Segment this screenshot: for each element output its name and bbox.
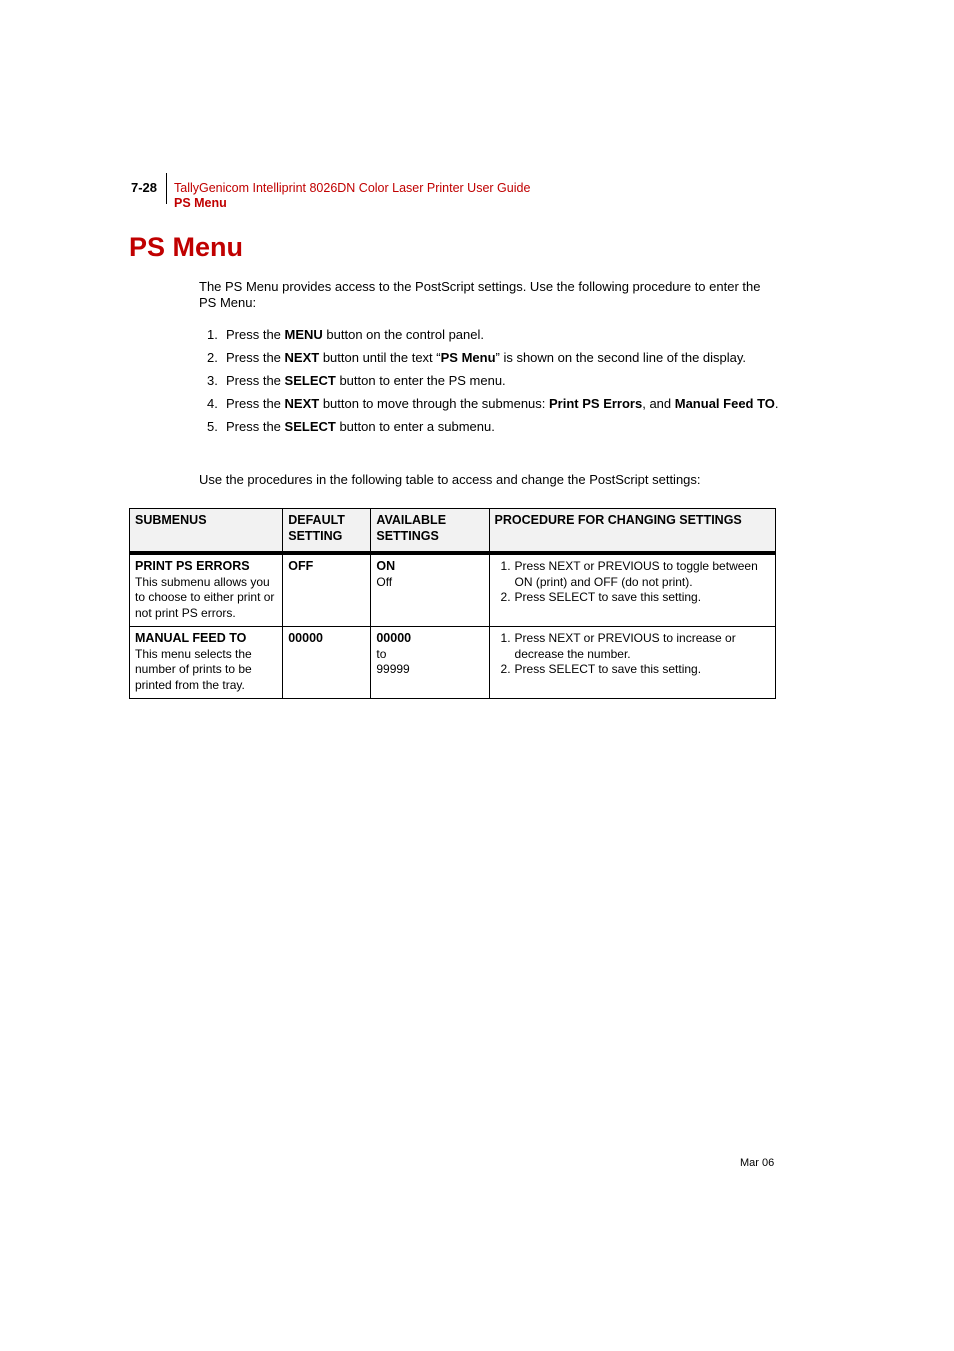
step-number: 5. <box>207 419 218 434</box>
bold-term: MENU <box>284 327 323 342</box>
step-text: button to move through the submenus: <box>319 396 550 411</box>
submenu-cell <box>130 627 283 699</box>
procedure-step-number: 1. <box>500 631 511 645</box>
bold-term: PS Menu <box>440 350 496 365</box>
step-text: Press the <box>226 373 285 388</box>
step-text: . <box>774 396 779 411</box>
procedure-step-text: Press SELECT to save this setting. <box>514 590 702 604</box>
table-row <box>130 553 776 627</box>
bold-term: Print PS Errors <box>549 396 643 411</box>
available-value: 00000 <box>376 631 412 645</box>
header-divider <box>166 173 167 204</box>
step-text: button to enter the PS menu. <box>335 373 506 388</box>
step-number: 3. <box>207 373 218 388</box>
procedure-list <box>495 559 770 606</box>
available-value: 99999 <box>376 662 410 676</box>
table-intro-paragraph: Use the procedures in the following table to access and change the PostScript settings: <box>199 472 701 487</box>
footer-date: Mar 06 <box>740 1157 775 1169</box>
step-text: button on the control panel. <box>322 327 484 342</box>
page-title: PS Menu <box>129 232 244 262</box>
procedure-cell <box>489 627 775 699</box>
procedure-list <box>495 631 770 678</box>
default-value: 00000 <box>288 631 323 645</box>
step-number: 2. <box>207 350 218 365</box>
submenu-description: This submenu allows you to choose to either print or not print PS errors. <box>135 574 275 620</box>
header-submenus: SUBMENUS <box>130 509 283 554</box>
procedure-step-number: 2. <box>500 590 511 604</box>
submenu-name: PRINT PS ERRORS <box>135 559 250 573</box>
procedure-cell <box>489 553 775 627</box>
submenu-name: MANUAL FEED TO <box>135 631 247 645</box>
step-text: Press the <box>226 350 285 365</box>
list-item <box>199 396 784 412</box>
available-value: ON <box>376 559 396 573</box>
page-number: 7-28 <box>131 180 158 195</box>
available-value: Off <box>376 574 393 589</box>
list-item <box>199 419 784 435</box>
default-setting-cell <box>283 553 371 627</box>
submenu-description: This menu selects the number of prints to be printed from the tray. <box>135 646 252 692</box>
procedure-step-text: Press SELECT to save this setting. <box>514 662 702 676</box>
table-header-row <box>130 509 776 554</box>
step-text: Press the <box>226 419 285 434</box>
step-text: Press the <box>226 327 285 342</box>
bold-term: SELECT <box>284 419 336 434</box>
header-procedure: PROCEDURE FOR CHANGING SETTINGS <box>489 509 775 554</box>
procedure-step <box>495 590 770 606</box>
guide-title: TallyGenicom Intelliprint 8026DN Color Laser Printer User Guide <box>174 181 531 195</box>
default-value: OFF <box>288 559 314 573</box>
available-settings-cell <box>371 553 489 627</box>
header-default-setting: DEFAULT SETTING <box>283 509 371 554</box>
list-item <box>199 350 784 366</box>
procedure-steps <box>199 327 784 435</box>
procedure-step <box>495 631 770 662</box>
step-text: ” is shown on the second line of the display. <box>495 350 747 365</box>
step-text: button to enter a submenu. <box>335 419 495 434</box>
bold-term: Manual Feed TO <box>674 396 775 411</box>
step-text: Press the <box>226 396 285 411</box>
bold-term: NEXT <box>284 396 320 411</box>
settings-table <box>129 508 776 699</box>
procedure-step-text: Press NEXT or PREVIOUS to toggle between ON (print) and OFF (do not print). <box>514 559 758 589</box>
bold-term: NEXT <box>284 350 320 365</box>
procedure-step-number: 1. <box>500 559 511 573</box>
procedure-step-number: 2. <box>500 662 511 676</box>
procedure-step-text: Press NEXT or PREVIOUS to increase or decrease the number. <box>514 631 736 661</box>
step-number: 4. <box>207 396 218 411</box>
available-value: to <box>376 646 387 661</box>
list-item <box>199 327 784 343</box>
section-name: PS Menu <box>174 196 227 210</box>
submenu-cell <box>130 553 283 627</box>
table-row <box>130 627 776 699</box>
list-item <box>199 373 784 389</box>
header-available-settings: AVAILABLE SETTINGS <box>371 509 489 554</box>
step-text: , and <box>642 396 675 411</box>
intro-paragraph: The PS Menu provides access to the PostScript settings. Use the following procedure to enter the PS Menu: <box>199 279 761 310</box>
available-settings-cell <box>371 627 489 699</box>
step-number: 1. <box>207 327 218 342</box>
procedure-step <box>495 559 770 590</box>
default-setting-cell <box>283 627 371 699</box>
step-text: button until the text “ <box>319 350 441 365</box>
bold-term: SELECT <box>284 373 336 388</box>
procedure-step <box>495 662 770 678</box>
